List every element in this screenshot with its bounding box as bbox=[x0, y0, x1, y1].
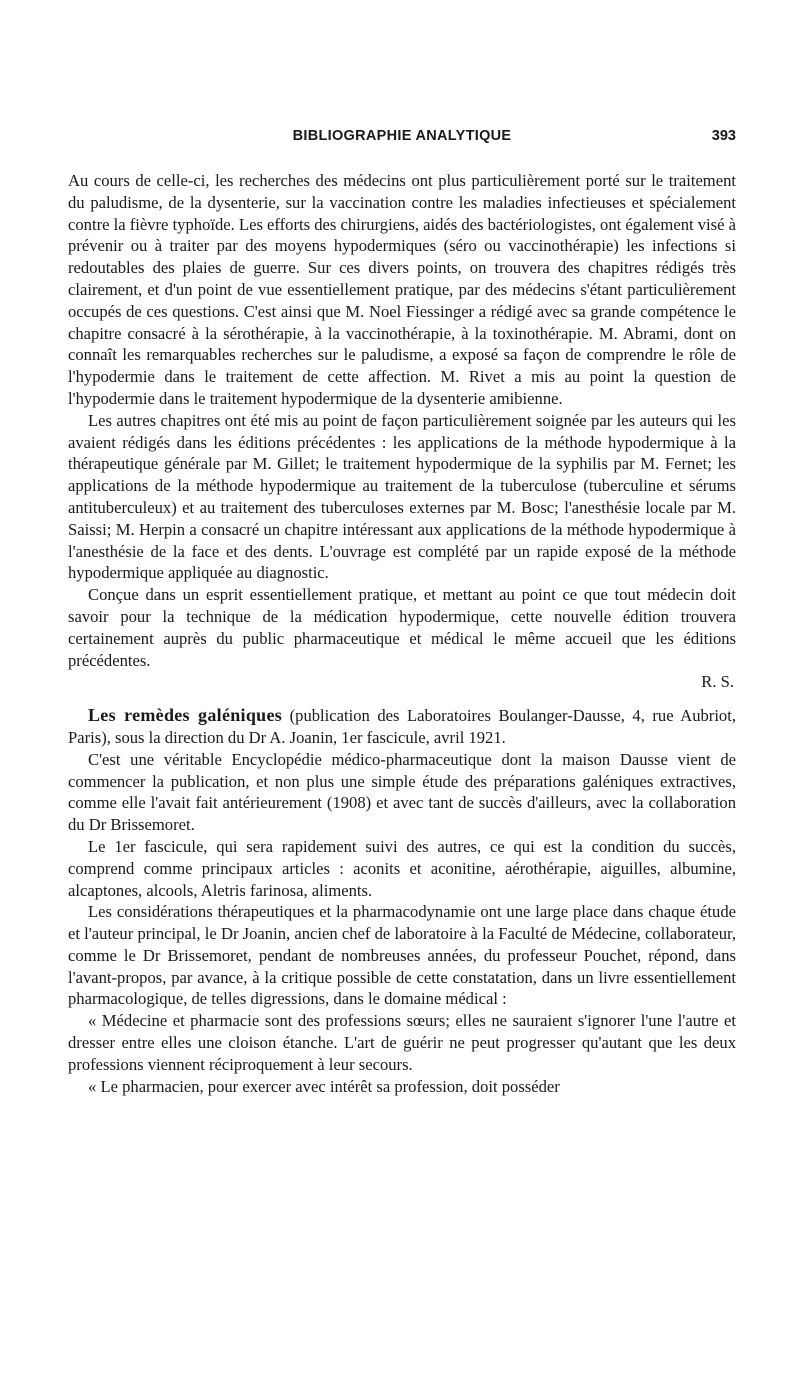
paragraph: « Le pharmacien, pour exercer avec intérêt sa profession, doit posséder bbox=[88, 1076, 560, 1096]
paragraph: Au cours de celle-ci, les recherches des médecins ont plus particulièrement porté sur le traitement du paludisme, de la dysenterie, sur la vaccination contre les maladies infectieuses et spécialement contre la fièvre typhoïde. Les efforts des chirurgiens, aidés des bactériologistes, ont également visé à prévenir ou à traiter par des moyens hypodermiques (séro ou vaccinothérapie) les infections si redoutables des plaies de guerre. Sur ces divers points, on trouvera des chapitres rédigés très clairement, et d'un point de vue essentiellement pratique, par des médecins s'étant particulièrement occupés de ces questions. C'est ainsi que M. Noel Fiessinger a rédigé avec sa grande compétence le chapitre consacré à la sérothérapie, à la vaccinothérapie, à la toxinothérapie. M. Abrami, dont on connaît les remarquables recherches sur le paludisme, a exposé sa façon de comprendre le rôle de l'hypodermie dans le traitement de cette affection. M. Rivet a mis au point la question de l'hypodermie dans le traitement hypodermique de la dysenterie amibienne. bbox=[68, 171, 736, 408]
entry-details: (publication des Laboratoires Boulanger-Dausse, 4, rue Aubriot, Paris), sous la direction du Dr A. Joanin, 1er fascicule, avril 1921. bbox=[68, 706, 736, 747]
paragraph: Les considérations thérapeutiques et la pharmacodynamie ont une large place dans chaque étude et l'auteur principal, le Dr Joanin, ancien chef de laboratoire à la Faculté de Médecine, collaborateur, comme le Dr Brissemoret, pendant de nombreuses années, du professeur Pouchet, répond, dans l'avant-propos, par avance, à la critique possible de cette constatation, dans un livre essentiellement pharmacologique, de telles digressions, dans le domaine médical : bbox=[68, 902, 736, 1009]
entry-title: Les remèdes galéniques bbox=[88, 705, 283, 726]
page-body bbox=[68, 170, 736, 1097]
paragraph: « Médecine et pharmacie sont des professions sœurs; elles ne sauraient s'ignorer l'une l'autre et dresser entre elles une cloison étanche. L'art de guérir ne peut progresser qu'autant que les deux professions viennent réciproquement à leur secours. bbox=[68, 1011, 736, 1074]
paragraph: Conçue dans un esprit essentiellement pratique, et mettant au point ce que tout médecin doit savoir pour la technique de la médication hypodermique, cette nouvelle édition trouvera certainement auprès du public pharmaceutique et médical le même accueil que les éditions précédentes. bbox=[68, 585, 736, 670]
paragraph: C'est une véritable Encyclopédie médico-pharmaceutique dont la maison Dausse vient de commencer la publication, et non plus une simple étude des préparations galéniques extractives, comme elle l'avait fait antérieurement (1908) et avec tant de succès d'ailleurs, avec la collaboration du Dr Brissemoret. bbox=[68, 749, 736, 835]
running-head: BIBLIOGRAPHIE ANALYTIQUE bbox=[292, 128, 512, 144]
page-header bbox=[68, 128, 736, 156]
signature: R. S. bbox=[701, 672, 734, 692]
bibliography-entry bbox=[68, 705, 736, 749]
page-number: 393 bbox=[711, 128, 736, 144]
paragraph: Les autres chapitres ont été mis au point de façon particulièrement soignée par les auteurs qui les avaient rédigés dans les éditions précédentes : les applications de la méthode hypodermique à la thérapeutique générale par M. Gillet; le traitement hypodermique de la syphilis par M. Fernet; les applications de la méthode hypodermique au traitement de la tuberculose (tuberculine et sérums antituberculeux) et au traitement des tuberculoses externes par M. Bosc; l'anesthésie locale par M. Saissi; M. Herpin a consacré un chapitre intéressant aux applications de la méthode hypodermique à l'anesthésie de la face et des dents. L'ouvrage est complété par un rapide exposé de la méthode hypodermique appliquée au diagnostic. bbox=[68, 410, 736, 583]
paragraph: Le 1er fascicule, qui sera rapidement suivi des autres, ce qui est la condition du succès, comprend comme principaux articles : aconits et aconitine, aérothérapie, aiguilles, albumine, alcaptones, alcools, Aletris farinosa, aliments. bbox=[68, 836, 736, 900]
